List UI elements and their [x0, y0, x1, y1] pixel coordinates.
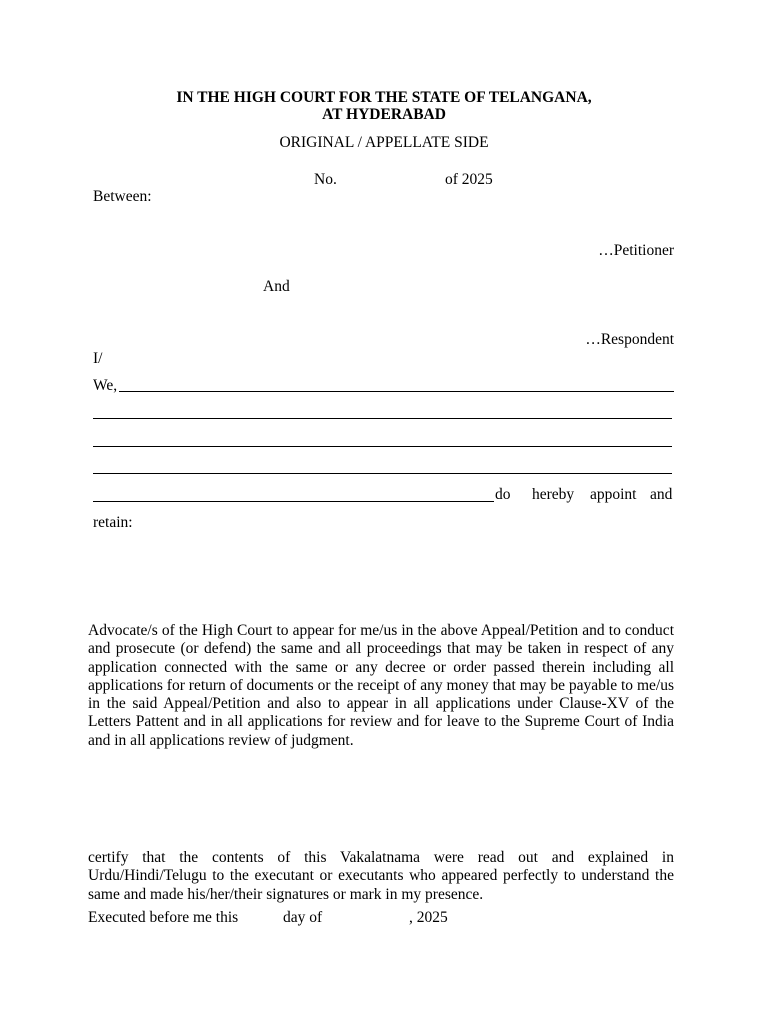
name-blank-line-1: [119, 391, 674, 392]
case-no-label: No.: [314, 171, 337, 188]
name-blank-line-2: [93, 418, 672, 419]
petitioner-label: …Petitioner: [598, 242, 674, 259]
execution-year-label: , 2025: [409, 909, 448, 926]
i-label: I/: [93, 350, 103, 367]
name-blank-line-4: [93, 473, 672, 474]
appoint-word-do: do: [495, 486, 511, 503]
name-blank-line-3: [93, 446, 672, 447]
executed-label: Executed before me this: [88, 909, 239, 926]
side-label: ORIGINAL / APPELLATE SIDE: [279, 134, 489, 151]
we-label: We,: [93, 377, 118, 394]
name-blank-line-5: [93, 501, 494, 502]
court-title-line2: AT HYDERABAD: [322, 106, 446, 123]
case-year-label: of 2025: [445, 171, 493, 188]
between-label: Between:: [93, 188, 152, 205]
appoint-word-and: and: [650, 486, 673, 503]
respondent-label: …Respondent: [585, 331, 674, 348]
authority-paragraph: Advocate/s of the High Court to appear for me/us in the above Appeal/Petition and to conduct and prosecute (or defend) the same and all proceedings that may be taken in respect of any application connected with the same or any decree or order passed therein including all applications for return of documents or the receipt of any money that may be payable to me/us in the said Appeal/Petition and also to appear in all applications under Clause-XV of the Letters Pattent and in all applications for review and for leave to the Supreme Court of India and in all applications review of judgment.: [88, 622, 674, 749]
appoint-word-hereby: hereby: [532, 486, 575, 503]
retain-label: retain:: [93, 514, 133, 531]
court-title-line1: IN THE HIGH COURT FOR THE STATE OF TELANGANA,: [176, 89, 592, 106]
and-label: And: [263, 278, 290, 295]
certify-paragraph: certify that the contents of this Vakalatnama were read out and explained in Urdu/Hindi/Telugu to the executant or executants who appeared perfectly to understand the same and made his/her/their signatures or mark in my presence.: [88, 849, 674, 903]
appoint-word-appoint: appoint: [590, 486, 637, 503]
day-of-label: day of: [283, 909, 323, 926]
